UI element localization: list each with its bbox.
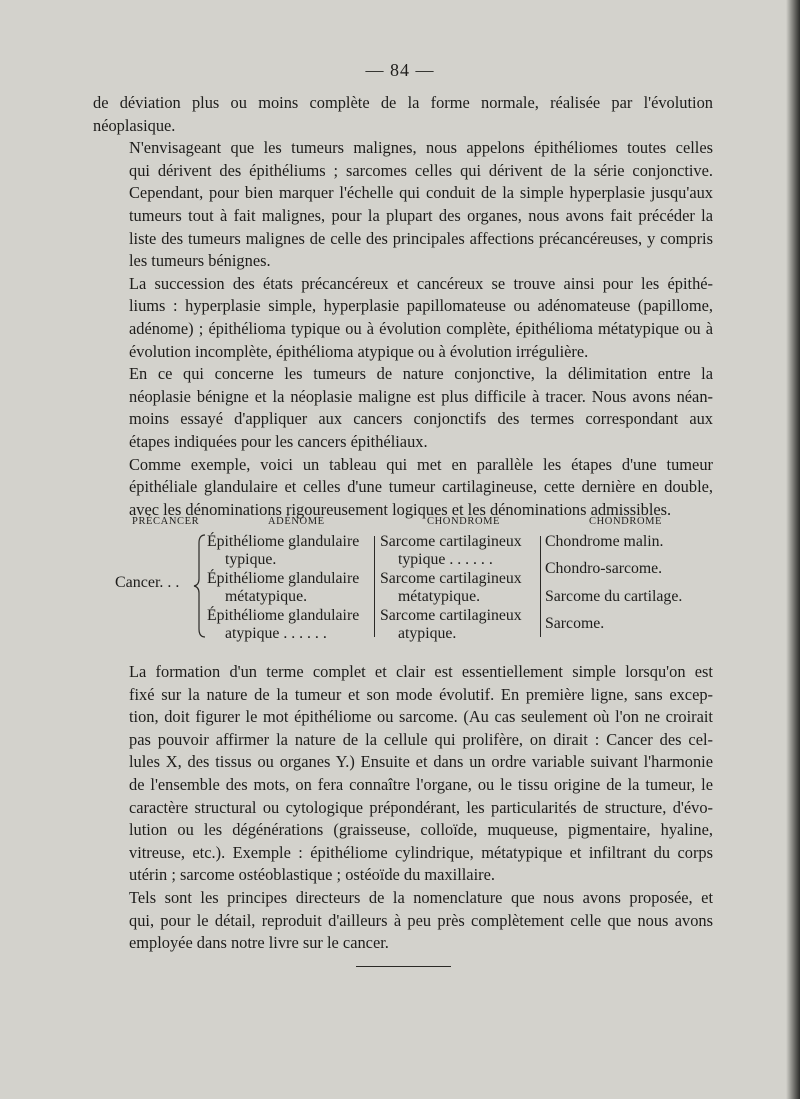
text-line: employée dans notre livre sur le cancer.	[129, 933, 389, 953]
text-line: tumeurs tout à fait malignes, pour la plupart des organes, nous avons fait précéder la	[129, 205, 713, 225]
text-line: lution ou les dégénérations (graisseuse, colloïde, muqueuse, pigmentaire, hyaline,	[129, 820, 713, 840]
column-divider-2	[540, 536, 541, 637]
body-text-bottom	[93, 661, 713, 955]
table-cell: Sarcome du cartilage.	[545, 587, 683, 605]
table-cell: typique.	[225, 551, 277, 569]
text-line: les tumeurs bénignes.	[129, 251, 271, 271]
paragraph	[93, 363, 713, 453]
table-cell: métatypique.	[398, 588, 481, 606]
text-line: Comme exemple, voici un tableau qui met en parallèle les étapes d'une tumeur	[129, 454, 713, 474]
table-cell: atypique . . . . . .	[225, 625, 327, 643]
table-cell: Chondro-sarcome.	[545, 560, 663, 578]
table-cell: Épithéliome glandulaire	[207, 606, 360, 624]
row-label-cancer: Cancer. . .	[115, 574, 180, 591]
text-line: La succession des états précancéreux et cancéreux se trouve ainsi pour les épithé-	[129, 273, 713, 293]
table-cell: Sarcome cartilagineux	[380, 606, 522, 624]
paragraph	[93, 887, 713, 955]
text-line: liste des tumeurs malignes de celle des principales affections précancéreuses, y compris	[129, 228, 713, 248]
table-cell: Sarcome cartilagineux	[380, 533, 522, 550]
end-rule	[356, 966, 451, 967]
table-cell: typique . . . . . .	[398, 551, 493, 569]
table-cell: Chondrome malin.	[545, 533, 664, 550]
table-cell: métatypique.	[225, 588, 308, 606]
paragraph	[93, 273, 713, 363]
text-line: épithéliale glandulaire et celles d'une tumeur cartilagineuse, cette dernière en double,	[129, 477, 713, 497]
table-cell: Épithéliome glandulaire	[207, 569, 360, 587]
paragraph	[93, 137, 713, 273]
text-line: de déviation plus ou moins complète de la forme normale, réalisée par l'évolution	[93, 93, 713, 112]
text-line: qui, pour le détail, reproduit d'ailleurs à peu près complètement celle que nous avons	[129, 910, 713, 930]
text-line: qui dérivent des épithéliums ; sarcomes celles qui dérivent de la série conjonctive.	[129, 160, 713, 180]
table-cell: atypique.	[398, 625, 457, 643]
paragraph	[93, 454, 713, 522]
header-chondrome-1: CHONDROME	[427, 516, 501, 527]
text-line: évolution incomplète, épithélioma atypique ou à évolution irrégulière.	[129, 341, 589, 361]
text-line: adénome) ; épithélioma typique ou à évolution complète, épithélioma métatypique ou à	[129, 318, 713, 338]
table-cell: Épithéliome glandulaire	[207, 533, 360, 550]
table-cell: Sarcome cartilagineux	[380, 569, 522, 587]
body-text-top	[93, 92, 713, 521]
text-line: Tels sont les principes directeurs de la nomenclature que nous avons proposée, et	[129, 887, 713, 907]
text-line: Cependant, pour bien marquer l'échelle qui conduit de la simple hyperplasie jusqu'aux	[129, 183, 713, 203]
text-line: étapes indiquées pour les cancers épithéliaux.	[129, 431, 428, 451]
text-line: utérin ; sarcome ostéoblastique ; ostéoïde du maxillaire.	[129, 865, 495, 885]
page-number: — 84 —	[365, 60, 435, 80]
text-line: avec les dénominations rigoureusement logiques et les dénominations admissibles.	[129, 499, 672, 519]
column-chondrome-1	[380, 533, 522, 643]
page-edge-shadow	[786, 0, 800, 1099]
text-line: pas pouvoir affirmer la nature de la cellule qui prolifère, on dirait : Cancer des cel-	[129, 729, 713, 749]
text-line: La formation d'un terme complet et clair est essentiellement simple lorsqu'on est	[129, 662, 713, 681]
header-chondrome-2: CHONDROME	[589, 516, 663, 527]
text-line: néoplasique.	[93, 115, 176, 135]
header-adenome: ADÉNOME	[268, 516, 325, 527]
header-precancer: PRÉCANCER	[132, 516, 200, 527]
text-line: liums : hyperplasie simple, hyperplasie papillomateuse ou adénomateuse (papillome,	[129, 296, 713, 316]
text-line: moins essayé d'appliquer aux cancers conjonctifs des termes correspondant aux	[129, 409, 713, 429]
text-line: N'envisageant que les tumeurs malignes, nous appelons épithéliomes toutes celles	[129, 138, 713, 158]
text-line: En ce qui concerne les tumeurs de nature conjonctive, la délimitation entre la	[129, 364, 713, 384]
text-line: de l'ensemble des mots, on fera connaître l'organe, ou le tissu origine de la tumeur, le	[129, 774, 713, 794]
curly-brace	[193, 533, 207, 639]
text-line: lules X, des tissus ou organes Y.) Ensuite et dans un ordre variable suivant l'harmonie	[129, 752, 713, 772]
text-line: néoplasie bénigne et la néoplasie maligne est plus difficile à tracer. Nous avons néan-	[129, 386, 713, 406]
table-cell: Sarcome.	[545, 615, 605, 633]
paragraph	[93, 661, 713, 887]
paragraph	[93, 92, 713, 137]
text-line: vitreuse, etc.). Exemple : épithéliome cylindrique, métatypique et infiltrant du corps	[129, 842, 713, 862]
column-adenome	[207, 533, 359, 643]
text-line: fixé sur la nature de la tumeur et son mode évolutif. En première ligne, sans excep-	[129, 684, 713, 704]
column-divider-1	[374, 536, 375, 637]
text-line: caractère structural ou cytologique prépondérant, les particularités de structure, d'évo-	[129, 797, 713, 817]
text-line: tion, doit figurer le mot épithéliome ou sarcome. (Au cas seulement où l'on ne croirait	[129, 707, 713, 727]
column-chondrome-2	[545, 533, 682, 643]
